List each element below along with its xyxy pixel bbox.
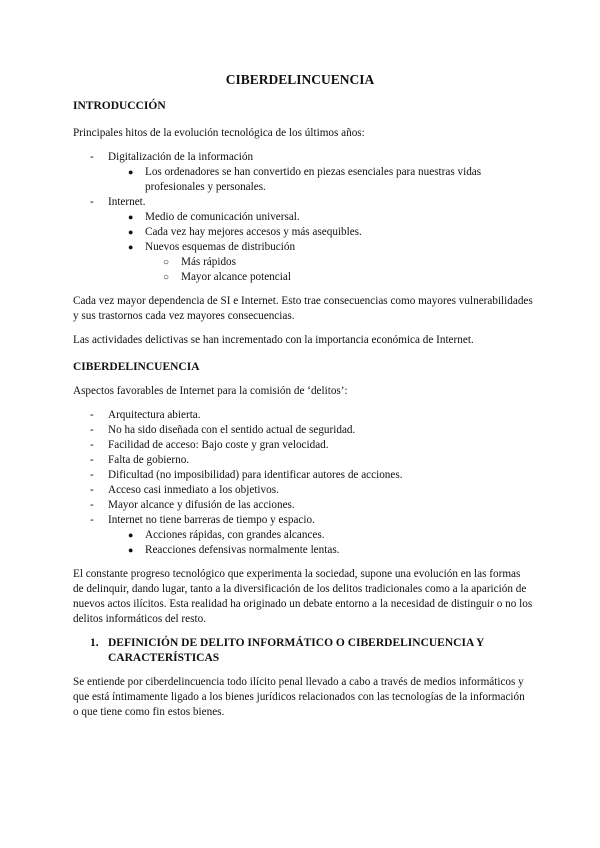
list-item-text: Facilidad de acceso: Bajo coste y gran velocidad.	[108, 439, 329, 451]
dash-marker: -	[90, 514, 94, 526]
list-item-text: Digitalización de la información	[108, 151, 254, 163]
paragraph: Las actividades delictivas se han incrementado con la importancia económica de Internet.	[73, 334, 474, 346]
heading-text: DEFINICIÓN DE DELITO INFORMÁTICO O CIBERDELINCUENCIA Y CARACTERÍSTICAS	[108, 637, 484, 664]
sub-list-item-text: Reacciones defensivas normalmente lentas.	[145, 544, 340, 556]
section-heading-ciberdelincuencia: CIBERDELINCUENCIA	[73, 361, 200, 373]
section-heading-introduccion: INTRODUCCIÓN	[73, 100, 166, 112]
bullet-marker: ●	[128, 242, 134, 252]
circle-marker: ○	[163, 257, 170, 268]
paragraph: Se entiende por ciberdelincuencia todo ilícito penal llevado a cabo a través de medios informáticos y que está íntimamente ligado a los bienes jurídicos relacionados con las tecnologías de la información o que tiene como fin estos bienes.	[73, 676, 525, 718]
sub-list-item-text: Medio de comunicación universal.	[145, 211, 300, 223]
document-title: CIBERDELINCUENCIA	[225, 72, 375, 87]
list-item-text: Internet.	[108, 196, 146, 208]
sub-sub-list-item-text: Más rápidos	[181, 256, 236, 268]
sub-list-item-text: Los ordenadores se han convertido en piezas esenciales para nuestras vidas profesionales y personales.	[145, 166, 482, 193]
dash-marker: -	[90, 196, 94, 208]
dash-marker: -	[90, 424, 94, 436]
bullet-marker: ●	[128, 227, 134, 237]
list-item-text: Dificultad (no imposibilidad) para identificar autores de acciones.	[108, 469, 403, 481]
dash-marker: -	[90, 469, 94, 481]
dash-marker: -	[90, 499, 94, 511]
intro-paragraph: Aspectos favorables de Internet para la comisión de ‘delitos’:	[73, 385, 348, 397]
bullet-marker: ●	[128, 530, 134, 540]
dash-marker: -	[90, 409, 94, 421]
paragraph: Cada vez mayor dependencia de SI e Internet. Esto trae consecuencias como mayores vulnerabilidades y sus trastornos cada vez mayores consecuencias.	[73, 295, 533, 322]
list-item-text: No ha sido diseñada con el sentido actual de seguridad.	[108, 424, 356, 436]
list-item-text: Falta de gobierno.	[108, 454, 190, 466]
list-item-text: Mayor alcance y difusión de las acciones.	[108, 499, 295, 511]
dash-marker: -	[90, 484, 94, 496]
sub-list-item-text: Acciones rápidas, con grandes alcances.	[145, 529, 325, 541]
dash-marker: -	[90, 151, 94, 163]
circle-marker: ○	[163, 272, 170, 283]
intro-paragraph: Principales hitos de la evolución tecnológica de los últimos años:	[73, 127, 365, 139]
sub-list-item-text: Cada vez hay mejores accesos y más asequibles.	[145, 226, 362, 238]
list-item-text: Arquitectura abierta.	[108, 409, 201, 421]
bullet-marker: ●	[128, 545, 134, 555]
sub-list-item-text: Nuevos esquemas de distribución	[145, 241, 296, 253]
paragraph: El constante progreso tecnológico que experimenta la sociedad, supone una evolución en las formas de delinquir, dando lugar, tanto a la diversificación de los delitos tradicionales como a la aparición de nuevos actos ilícitos. Esta realidad ha originado un debate entorno a la necesidad de distinguir o no los delitos informáticos del resto.	[73, 568, 533, 625]
dash-marker: -	[90, 454, 94, 466]
heading-number: 1.	[90, 637, 99, 649]
sub-sub-list-item-text: Mayor alcance potencial	[181, 271, 291, 283]
bullet-marker: ●	[128, 212, 134, 222]
dash-marker: -	[90, 439, 94, 451]
list-item-text: Acceso casi inmediato a los objetivos.	[108, 484, 279, 496]
bullet-marker: ●	[128, 167, 134, 177]
list-item-text: Internet no tiene barreras de tiempo y espacio.	[108, 514, 315, 526]
